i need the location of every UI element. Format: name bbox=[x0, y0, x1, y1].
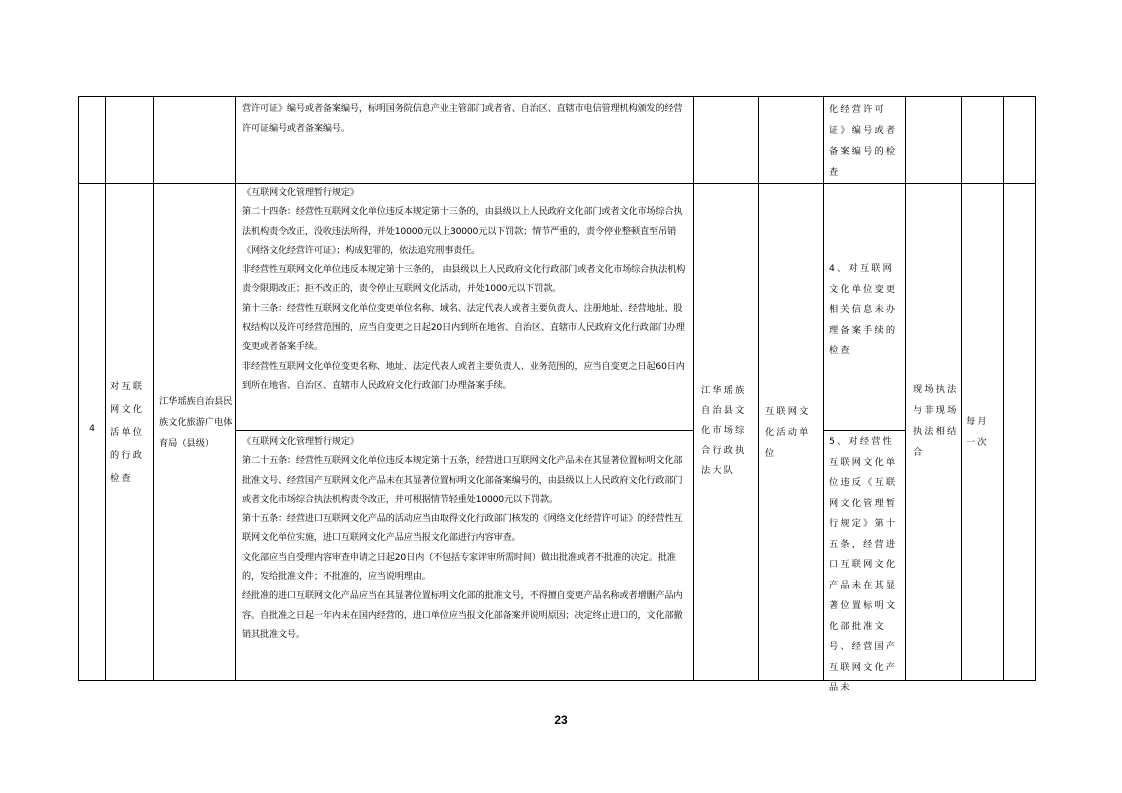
col-divider bbox=[758, 97, 759, 680]
col-divider bbox=[153, 97, 154, 680]
target-object-cell: 互联网文化活动单位 bbox=[765, 406, 811, 459]
prev-check-item-cell: 化经营许可证》编号或者备案编号的检查 bbox=[829, 104, 898, 178]
frequency-cell: 每月一次 bbox=[966, 416, 989, 448]
col-divider bbox=[105, 97, 106, 680]
page-number: 23 bbox=[554, 713, 568, 727]
check-item-b-cell: 5、对经营性互联网文化单位违反《互联网文化管理暂行规定》第十五条，经营进口互联网文化产品未在其显著位置标明文化部批准文号、经营国产互联网文化产品未 bbox=[829, 436, 898, 693]
col-divider bbox=[693, 97, 694, 680]
executor-cell: 江华瑶族自治县文化市场综合行政执法大队 bbox=[701, 385, 747, 476]
content-divider bbox=[235, 430, 693, 431]
prev-content-cell: 营许可证》编号或者备案编号，标明国务院信息产业主管部门或者省、自治区、直辖市电信管理机构颁发的经营许可证编号或者备案编号。 bbox=[242, 103, 683, 134]
inspection-item-cell: 对互联网文化活单位的行政检查 bbox=[110, 381, 145, 484]
col-divider bbox=[961, 97, 962, 680]
row-number: 4 bbox=[89, 423, 95, 434]
department-cell: 江华瑶族自治县民族文化旅游广电体育局（县级） bbox=[159, 396, 233, 449]
check-divider bbox=[823, 430, 905, 431]
legal-basis-cell-a: 《互联网文化管理暂行规定》 第二十四条：经营性互联网文化单位违反本规定第十三条的，由县级以上人民政府文化部门或者文化市场综合执法机构责令改正，没收违法所得，并处10000元以上30000元以下罚款；情节严重的，责令停业整顿直至吊销《网络文化经营许可证》；构成犯罪的，依法追究刑事责任。 非经营性互联网文化单位违反本规定第十三条的， 由县级以上人民政府文化行政部门或者文化市场综合执法机构责令限期改正；拒不改正的，责令停止互联网文化活动，并处1000元以下罚款。 第十三条：经营性互联网文化单位变更单位名称、域名、法定代表人或者主要负责人、注册地址、经营地址、股权结构以及许可经营范围的，应当自变更之日起20日内到所在地省、自治区、直辖市人民政府文化行政部门办理变更或者备案手续。 非经营性互联网文化单位变更名称、地址、法定代表人或者主要负责人、业务范围的，应当自变更之日起60日内到所在地省、自治区、直辖市人民政府文化行政部门办理备案手续。 bbox=[242, 187, 686, 391]
legal-basis-cell-b: 《互联网文化管理暂行规定》 第二十五条：经营性互联网文化单位违反本规定第十五条，经营进口互联网文化产品未在其显著位置标明文化部批准文号、经营国产互联网文化产品未在其显著位置标明文化部备案编号的，由县级以上人民政府文化行政部门或者文化市场综合执法机构责令改正，并可根据情节轻重处10000元以下罚款。 第十五条：经营进口互联网文化产品的活动应当由取得文化行政部门核发的《网络文化经营许可证》的经营性互联网文化单位实施，进口互联网文化产品应当报文化部进行内容审查。 文化部应当自受理内容审查申请之日起20日内（不包括专家评审所需时间）做出批准或者不批准的决定。批准的，发给批准文件；不批准的，应当说明理由。 经批准的进口互联网文化产品应当在其显著位置标明文化部的批准文号，不得擅自变更产品名称或者增删产品内容。自批准之日起一年内未在国内经营的，进口单位应当报文化部备案并说明原因；决定终止进口的，文化部撤销其批准文号。 bbox=[242, 436, 683, 640]
check-item-a-cell: 4、对互联网文化单位变更相关信息未办理备案手续的检查 bbox=[829, 263, 898, 356]
col-divider bbox=[235, 97, 236, 680]
col-divider bbox=[905, 97, 906, 680]
check-method-cell: 现场执法与非现场执法相结合 bbox=[913, 384, 959, 458]
inspection-table bbox=[78, 96, 1036, 693]
col-divider bbox=[1003, 97, 1004, 680]
col-divider bbox=[823, 97, 824, 680]
